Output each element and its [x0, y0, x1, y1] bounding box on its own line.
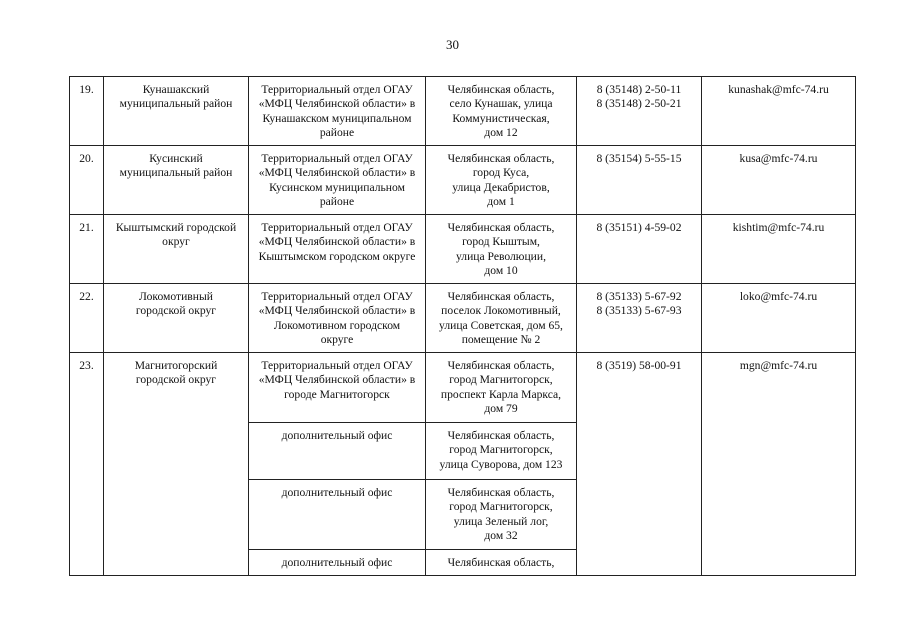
email-cell: [702, 215, 856, 284]
address-line: помещение № 2: [461, 333, 541, 347]
email-cell: [702, 77, 856, 146]
phone-number: 8 (35148) 2-50-21: [596, 97, 682, 111]
address-line: Челябинская область,: [447, 290, 555, 303]
district-line: Кыштымский городской: [115, 221, 237, 234]
district-cell: [104, 353, 249, 576]
email-address: loko@mfc-74.ru: [739, 290, 818, 303]
district-cell: [104, 77, 249, 146]
email-cell: [702, 284, 856, 353]
office-line: Территориальный отдел ОГАУ: [261, 290, 413, 303]
row-number: 19.: [70, 77, 104, 146]
office-line: городе Магнитогорск: [284, 387, 390, 401]
district-line: округ: [162, 235, 190, 249]
table-row: [70, 353, 856, 423]
office-cell: [249, 353, 426, 423]
district-line: городской округ: [135, 373, 217, 387]
email-address: kishtim@mfc-74.ru: [732, 221, 825, 234]
office-cell: [249, 423, 426, 480]
address-line: улица Декабристов,: [452, 180, 550, 194]
mfc-offices-table: [69, 76, 856, 576]
phone-cell: [577, 77, 702, 146]
phone-number: 8 (3519) 58-00-91: [596, 359, 682, 372]
address-cell: [426, 423, 577, 480]
address-cell: [426, 215, 577, 284]
email-address: mgn@mfc-74.ru: [739, 359, 818, 372]
address-cell: [426, 480, 577, 550]
office-line: Территориальный отдел ОГАУ: [261, 359, 413, 372]
office-line: Локомотивном городском: [273, 318, 401, 332]
office-cell: [249, 550, 426, 576]
district-line: Кусинский: [149, 152, 203, 165]
address-line: дом 32: [484, 529, 518, 543]
district-line: городской округ: [135, 304, 217, 318]
phone-number: 8 (35151) 4-59-02: [596, 221, 682, 234]
address-line: улица Суворова, дом 123: [439, 457, 563, 471]
row-number: 21.: [70, 215, 104, 284]
office-cell: [249, 215, 426, 284]
office-line: «МФЦ Челябинской области» в: [258, 235, 416, 249]
phone-number: 8 (35148) 2-50-11: [596, 83, 682, 96]
district-line: Магнитогорский: [134, 359, 218, 372]
address-line: Коммунистическая,: [452, 111, 550, 125]
office-line: Кыштымском городском округе: [258, 249, 416, 263]
address-line: Челябинская область,: [447, 83, 555, 96]
address-line: Челябинская область,: [447, 359, 555, 372]
row-number: 20.: [70, 146, 104, 215]
office-line: Кунашакском муниципальном: [262, 111, 412, 125]
email-cell: [702, 146, 856, 215]
district-line: муниципальный район: [119, 166, 233, 180]
address-line: улица Советская, дом 65,: [439, 318, 563, 332]
table-row: [70, 146, 856, 215]
district-cell: [104, 146, 249, 215]
address-line: город Магнитогорск,: [449, 443, 553, 457]
row-number: 22.: [70, 284, 104, 353]
phone-cell: [577, 284, 702, 353]
table-row: [70, 284, 856, 353]
district-line: Локомотивный: [139, 290, 213, 303]
district-cell: [104, 215, 249, 284]
address-line: город Магнитогорск,: [449, 373, 553, 387]
table-row: [70, 77, 856, 146]
district-line: Кунашакский: [142, 83, 210, 96]
address-line: поселок Локомотивный,: [441, 304, 561, 318]
address-cell: [426, 146, 577, 215]
address-line: Челябинская область,: [447, 221, 555, 234]
address-line: село Кунашак, улица: [449, 97, 553, 111]
address-line: Челябинская область,: [447, 152, 555, 165]
phone-cell: [577, 146, 702, 215]
table-row: [70, 215, 856, 284]
office-line: Территориальный отдел ОГАУ: [261, 152, 413, 165]
address-line: дом 12: [484, 126, 518, 140]
office-cell: [249, 284, 426, 353]
page-number: 30: [446, 37, 459, 52]
office-line: «МФЦ Челябинской области» в: [258, 97, 416, 111]
address-line: Челябинская область,: [447, 556, 555, 569]
office-line: районе: [319, 195, 355, 209]
office-line: районе: [319, 126, 355, 140]
address-cell: [426, 77, 577, 146]
office-cell: [249, 146, 426, 215]
address-line: улица Революции,: [456, 249, 546, 263]
office-line: «МФЦ Челябинской области» в: [258, 166, 416, 180]
office-line: округе: [320, 333, 354, 347]
office-cell: [249, 77, 426, 146]
address-cell: [426, 353, 577, 423]
office-line: дополнительный офис: [281, 556, 393, 569]
phone-number: 8 (35133) 5-67-93: [596, 304, 682, 318]
email-cell: [702, 353, 856, 576]
office-line: Кусинском муниципальном: [269, 180, 405, 194]
phone-number: 8 (35133) 5-67-92: [596, 290, 682, 303]
phone-number: 8 (35154) 5-55-15: [596, 152, 682, 165]
address-line: город Магнитогорск,: [449, 500, 553, 514]
address-cell: [426, 550, 577, 576]
address-line: дом 10: [484, 264, 518, 278]
address-line: город Куса,: [472, 166, 530, 180]
office-line: Территориальный отдел ОГАУ: [261, 221, 413, 234]
office-line: дополнительный офис: [281, 486, 393, 499]
email-address: kusa@mfc-74.ru: [739, 152, 818, 165]
address-line: улица Зеленый лог,: [453, 514, 549, 528]
office-line: Территориальный отдел ОГАУ: [261, 83, 413, 96]
office-cell: [249, 480, 426, 550]
phone-cell: [577, 353, 702, 576]
phone-cell: [577, 215, 702, 284]
address-line: проспект Карла Маркса,: [440, 387, 562, 401]
address-line: Челябинская область,: [447, 486, 555, 499]
address-line: дом 1: [487, 195, 515, 209]
row-number: 23.: [70, 353, 104, 576]
address-cell: [426, 284, 577, 353]
address-line: город Кыштым,: [462, 235, 540, 249]
address-line: дом 79: [484, 402, 518, 416]
address-line: Челябинская область,: [447, 429, 555, 442]
office-line: дополнительный офис: [281, 429, 393, 442]
district-line: муниципальный район: [119, 97, 233, 111]
office-line: «МФЦ Челябинской области» в: [258, 304, 416, 318]
district-cell: [104, 284, 249, 353]
email-address: kunashak@mfc-74.ru: [728, 83, 829, 96]
office-line: «МФЦ Челябинской области» в: [258, 373, 416, 387]
